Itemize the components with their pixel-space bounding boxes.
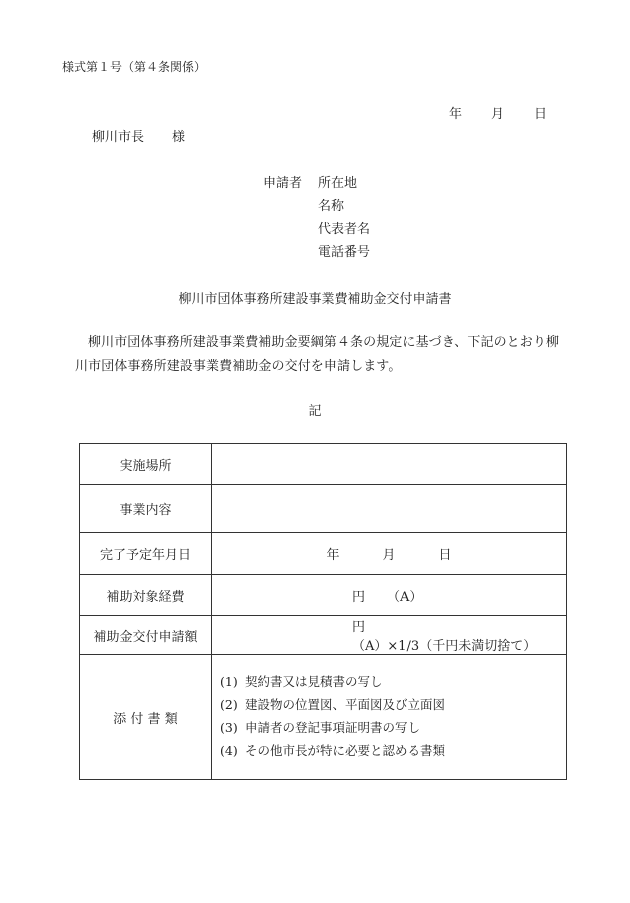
attachment-text: その他市長が特に必要と認める書類 [245,743,446,758]
attachment-text: 建設物の位置図、平面図及び立面図 [245,697,446,712]
applicant-label: 申請者 [263,176,303,191]
attachment-text: 申請者の登記事項証明書の写し [245,720,421,735]
row-label-completion-date: 完了予定年月日 [80,533,212,575]
completion-year-label: 年 [326,548,340,563]
applicant-field-address: 所在地 [318,176,358,191]
completion-date-cell[interactable] [212,533,567,575]
applicant-field-representative: 代表者名 [318,222,371,237]
attachment-number: (1) [220,674,238,689]
content-value-cell[interactable] [212,485,567,533]
completion-day-label: 日 [438,548,452,563]
eligible-cost-unit: 円 [352,589,366,605]
row-label-attachments: 添 付 書 類 [80,655,212,780]
attachment-text: 契約書又は見積書の写し [245,674,383,689]
form-number: 様式第１号（第４条関係） [62,60,207,74]
body-paragraph: 柳川市団体事務所建設事業費補助金要綱第４条の規定に基づき、下記のとおり柳川市団体事務所建設事業費補助金の交付を申請します。 [75,335,560,374]
row-label-content: 事業内容 [80,485,212,533]
table-row [80,655,567,780]
table-row [80,533,567,575]
apply-amount-cell[interactable] [212,616,567,655]
attachment-number: (3) [220,720,238,735]
row-label-apply-amount: 補助金交付申請額 [80,616,212,655]
attachment-number: (2) [220,697,238,712]
recipient: 柳川市長 [92,130,145,145]
eligible-cost-marker: （A） [387,589,423,605]
attachment-item [220,670,566,693]
eligible-cost-cell[interactable] [212,575,567,616]
application-table [79,443,567,780]
attachment-number: (4) [220,743,238,758]
attachment-item [220,739,566,762]
recipient-honorific: 様 [172,130,186,145]
document-title: 柳川市団体事務所建設事業費補助金交付申請書 [178,292,452,307]
attachments-list [212,655,567,780]
ki-marker: 記 [308,404,322,419]
applicant-field-name: 名称 [318,199,345,214]
table-row [80,444,567,485]
applicant-field-phone: 電話番号 [318,245,371,260]
completion-month-label: 月 [382,548,396,563]
date-month-label: 月 [491,107,505,122]
table-row [80,616,567,655]
date-year-label: 年 [449,107,463,122]
row-label-location: 実施場所 [80,444,212,485]
table-row [80,485,567,533]
attachment-item [220,716,566,739]
attachment-item [220,693,566,716]
date-day-label: 日 [534,107,548,122]
location-value-cell[interactable] [212,444,567,485]
table-row [80,575,567,616]
apply-amount-unit: 円 [352,620,366,635]
apply-amount-formula: （A）×1/3（千円未満切捨て） [352,639,537,654]
row-label-eligible-cost: 補助対象経費 [80,575,212,616]
